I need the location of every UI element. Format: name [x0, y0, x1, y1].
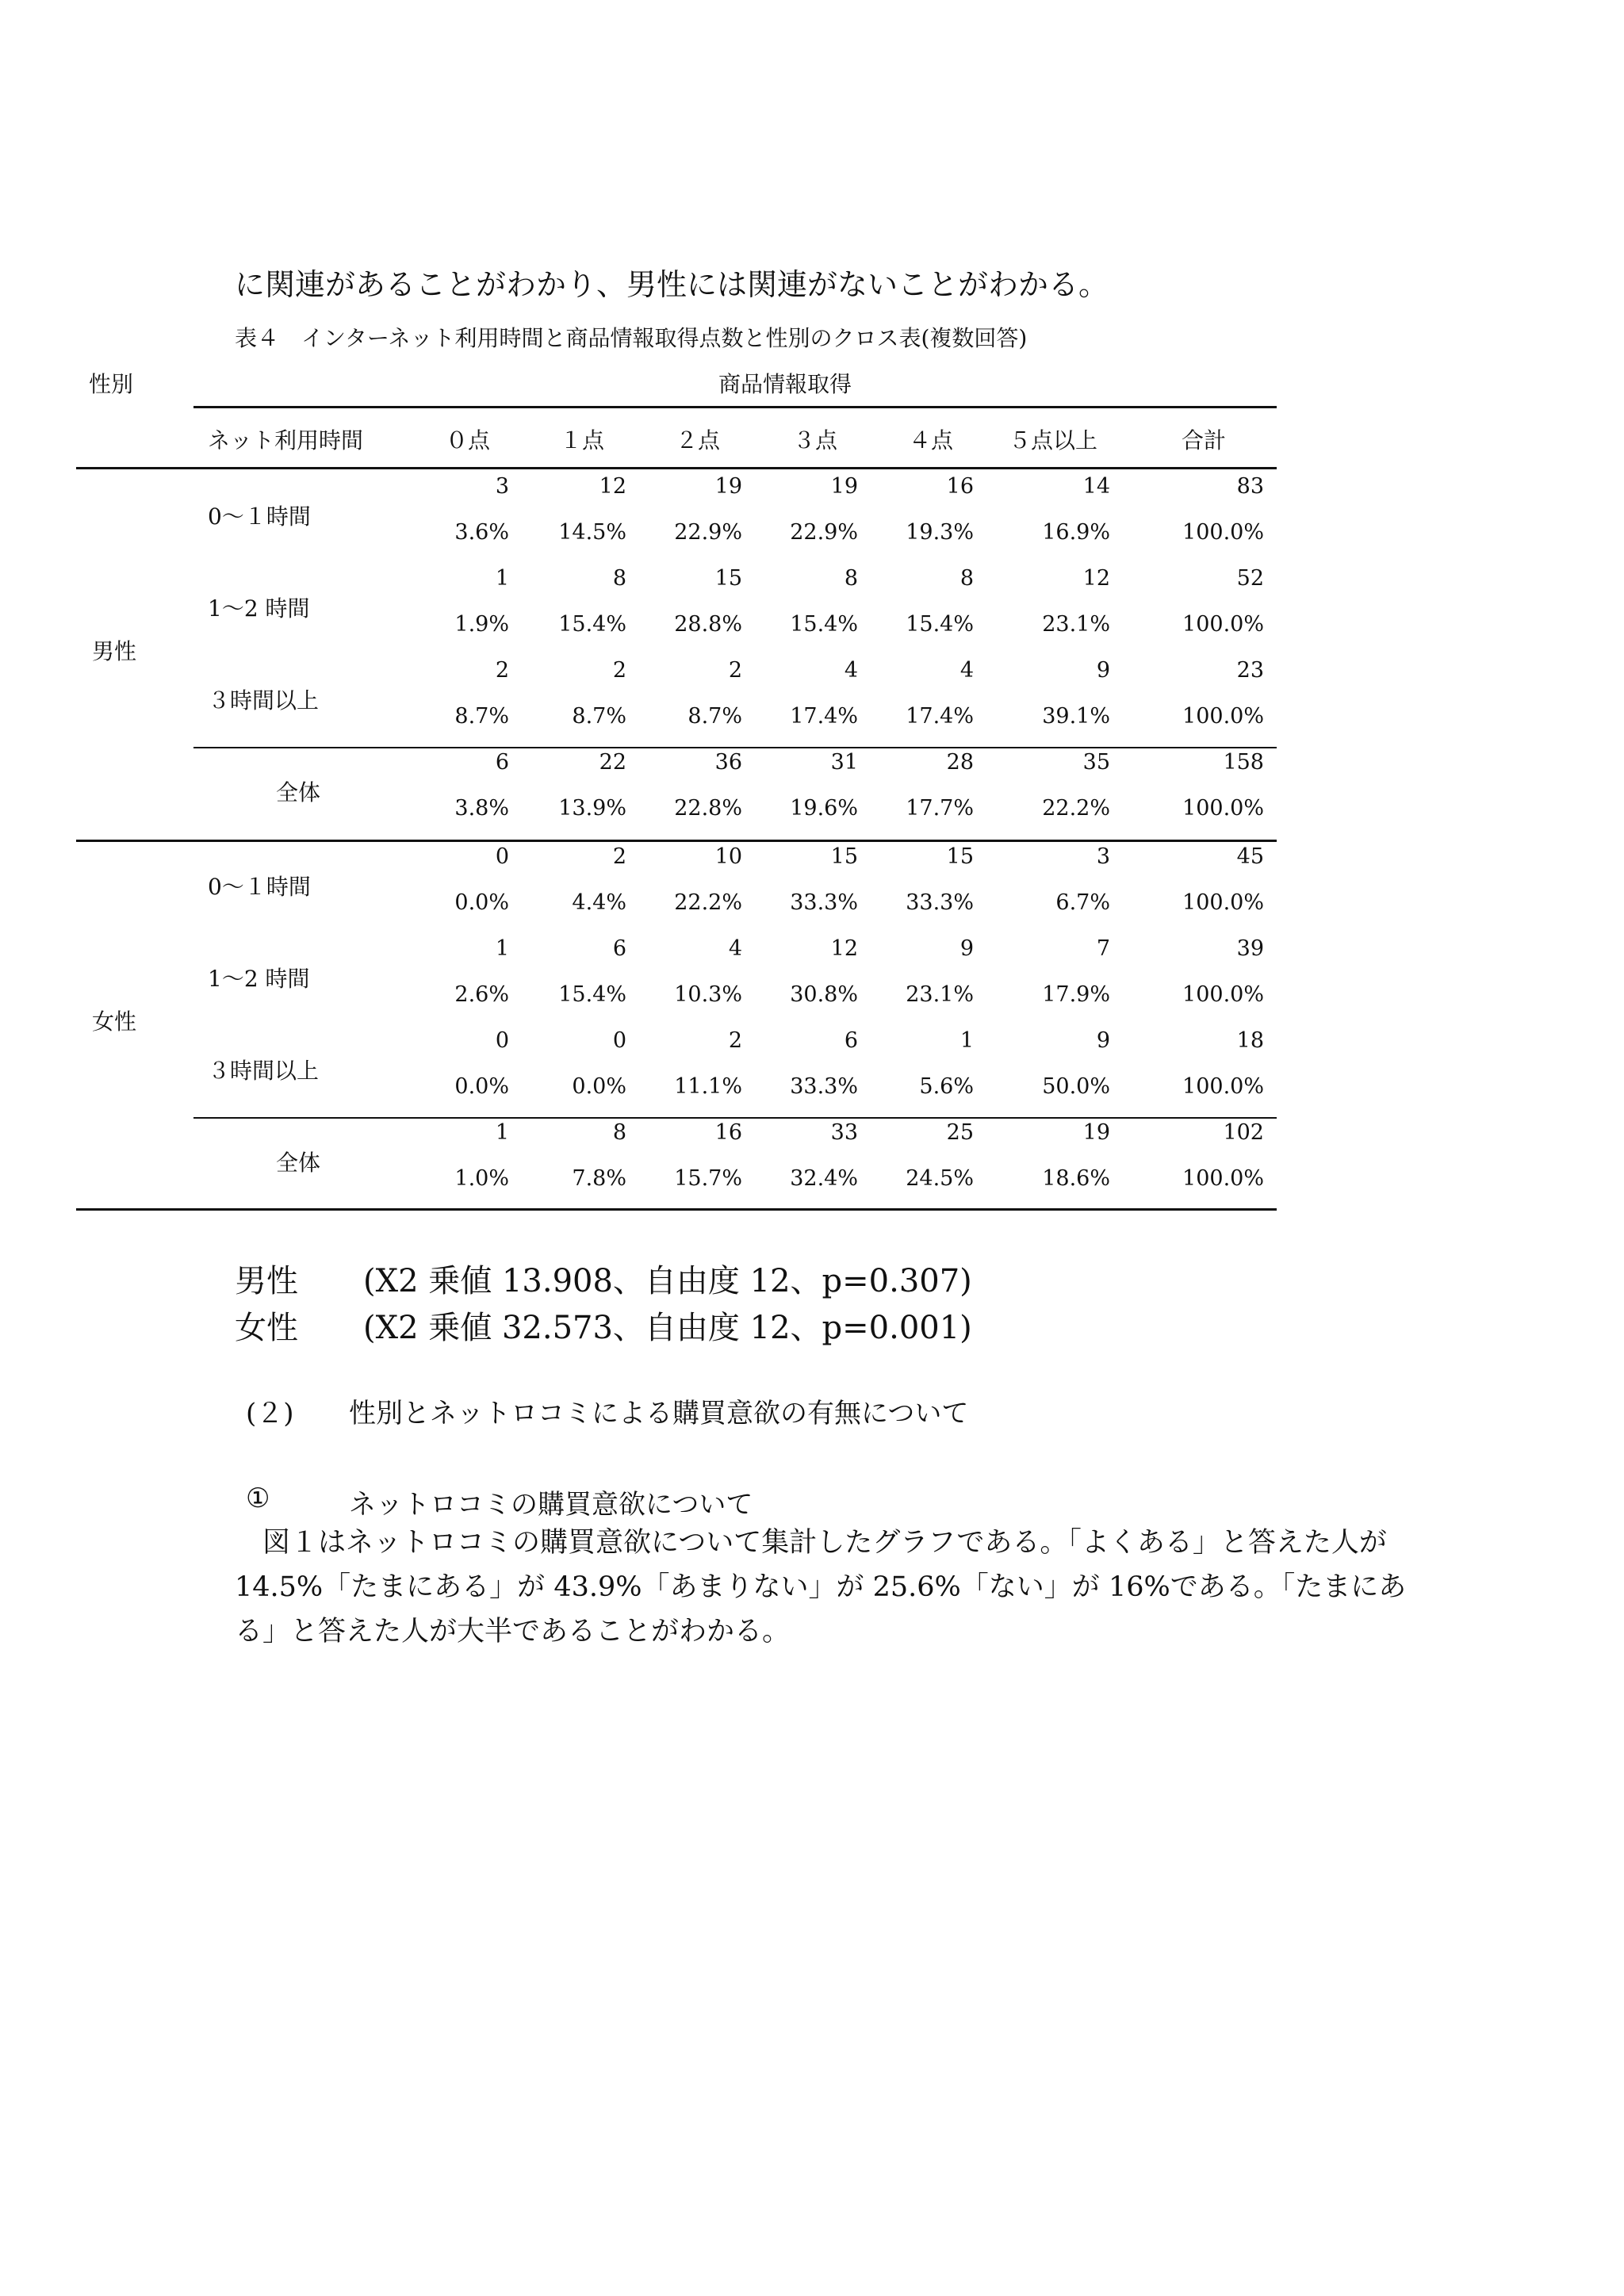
percent-cell: 0.0%: [454, 1074, 509, 1099]
percent-cell: 100.0%: [1182, 1074, 1264, 1099]
sex-column-header: 性別: [89, 371, 134, 397]
count-cell: 52: [1236, 566, 1264, 591]
table-rule-male-total: [193, 747, 1277, 748]
percent-cell: 8.7%: [688, 704, 742, 729]
sex-group-label: 女性: [92, 1008, 137, 1035]
percent-cell: 15.4%: [558, 612, 626, 637]
count-cell: 12: [1082, 566, 1110, 591]
count-cell: 6: [844, 1028, 858, 1053]
count-cell: 2: [728, 1028, 742, 1053]
table-rule-female-total: [193, 1117, 1277, 1119]
count-cell: 83: [1236, 474, 1264, 499]
count-cell: 9: [1096, 1028, 1110, 1053]
count-cell: 6: [495, 750, 509, 775]
percent-cell: 30.8%: [790, 982, 858, 1007]
count-cell: 3: [1096, 844, 1110, 869]
group-total-label: 全体: [276, 779, 321, 806]
row-label: 1〜2 時間: [208, 966, 310, 992]
row-label: 0〜１時間: [208, 503, 311, 530]
percent-cell: 100.0%: [1182, 982, 1264, 1007]
percent-cell: 17.9%: [1042, 982, 1110, 1007]
col-header-4: ４点: [909, 427, 954, 453]
percent-cell: 0.0%: [454, 890, 509, 915]
subsection-number: ①: [246, 1483, 270, 1514]
percent-cell: 17.4%: [790, 704, 858, 729]
count-cell: 31: [830, 750, 858, 775]
section-2-title: 性別とネットロコミによる購買意欲の有無について: [349, 1398, 969, 1429]
count-cell: 19: [714, 474, 742, 499]
count-cell: 8: [844, 566, 858, 591]
count-cell: 2: [612, 658, 626, 683]
percent-cell: 50.0%: [1042, 1074, 1110, 1099]
count-cell: 4: [844, 658, 858, 683]
count-cell: 15: [714, 566, 742, 591]
percent-cell: 7.8%: [572, 1166, 626, 1191]
count-cell: 16: [946, 474, 974, 499]
count-cell: 7: [1096, 936, 1110, 961]
count-cell: 19: [830, 474, 858, 499]
table-rule-under-header: [76, 467, 1277, 469]
stats-male-text: (X2 乗値 13.908、自由度 12、p=0.307): [363, 1263, 972, 1299]
percent-cell: 22.2%: [674, 890, 742, 915]
percent-cell: 13.9%: [558, 796, 626, 821]
count-cell: 3: [495, 474, 509, 499]
percent-cell: 3.8%: [454, 796, 509, 821]
count-cell: 9: [959, 936, 974, 961]
percent-cell: 19.3%: [906, 520, 974, 545]
count-cell: 0: [495, 844, 509, 869]
count-cell: 22: [599, 750, 626, 775]
sex-group-label: 男性: [92, 638, 137, 664]
count-cell: 0: [612, 1028, 626, 1053]
count-cell: 102: [1223, 1120, 1264, 1145]
count-cell: 35: [1082, 750, 1110, 775]
percent-cell: 15.4%: [906, 612, 974, 637]
col-header-3: ３点: [793, 427, 838, 453]
count-cell: 45: [1236, 844, 1264, 869]
count-cell: 28: [946, 750, 974, 775]
count-cell: 1: [495, 936, 509, 961]
percent-cell: 2.6%: [454, 982, 509, 1007]
count-cell: 4: [959, 658, 974, 683]
percent-cell: 10.3%: [674, 982, 742, 1007]
body-paragraph: 図１はネットロコミの購買意欲について集計したグラフである。「よくある」と答えた人が 14.5%「たまにある」が 43.9%「あまりない」が 25.6%「ない」が 16%である。「たまにある」と答えた人が大半であることがわかる。: [235, 1527, 1407, 1647]
count-cell: 1: [959, 1028, 974, 1053]
percent-cell: 22.9%: [674, 520, 742, 545]
percent-cell: 24.5%: [906, 1166, 974, 1191]
percent-cell: 8.7%: [454, 704, 509, 729]
percent-cell: 17.4%: [906, 704, 974, 729]
percent-cell: 22.8%: [674, 796, 742, 821]
percent-cell: 1.0%: [454, 1166, 509, 1191]
col-header-1: １点: [560, 427, 605, 453]
row-label: 1〜2 時間: [208, 595, 310, 622]
percent-cell: 5.6%: [919, 1074, 974, 1099]
lead-sentence: に関連があることがわかり、男性には関連がないことがわかる。: [235, 267, 1109, 302]
percent-cell: 8.7%: [572, 704, 626, 729]
count-cell: 8: [612, 566, 626, 591]
percent-cell: 23.1%: [1042, 612, 1110, 637]
count-cell: 158: [1223, 750, 1264, 775]
count-cell: 25: [946, 1120, 974, 1145]
row-label: 0〜１時間: [208, 874, 311, 900]
table-rule-bottom: [76, 1208, 1277, 1211]
count-cell: 15: [830, 844, 858, 869]
count-cell: 1: [495, 566, 509, 591]
col-header-net-time: ネット利用時間: [208, 427, 364, 453]
percent-cell: 11.1%: [674, 1074, 742, 1099]
percent-cell: 33.3%: [906, 890, 974, 915]
count-cell: 16: [714, 1120, 742, 1145]
percent-cell: 100.0%: [1182, 704, 1264, 729]
col-header-0: ０点: [446, 427, 491, 453]
table-caption: 表４ インターネット利用時間と商品情報取得点数と性別のクロス表(複数回答): [235, 325, 1028, 351]
percent-cell: 17.7%: [906, 796, 974, 821]
percent-cell: 28.8%: [674, 612, 742, 637]
count-cell: 2: [728, 658, 742, 683]
count-cell: 15: [946, 844, 974, 869]
percent-cell: 15.7%: [674, 1166, 742, 1191]
percent-cell: 4.4%: [572, 890, 626, 915]
row-label: ３時間以上: [208, 1058, 320, 1084]
count-cell: 36: [714, 750, 742, 775]
col-header-total: 合計: [1182, 427, 1227, 453]
group-column-header: 商品情報取得: [718, 371, 852, 397]
count-cell: 23: [1236, 658, 1264, 683]
percent-cell: 100.0%: [1182, 890, 1264, 915]
count-cell: 4: [728, 936, 742, 961]
group-total-label: 全体: [276, 1150, 321, 1176]
count-cell: 18: [1236, 1028, 1264, 1053]
count-cell: 6: [612, 936, 626, 961]
table-rule-under-group-header: [193, 406, 1277, 408]
count-cell: 1: [495, 1120, 509, 1145]
percent-cell: 1.9%: [454, 612, 509, 637]
percent-cell: 100.0%: [1182, 520, 1264, 545]
percent-cell: 100.0%: [1182, 612, 1264, 637]
percent-cell: 33.3%: [790, 890, 858, 915]
percent-cell: 16.9%: [1042, 520, 1110, 545]
count-cell: 14: [1082, 474, 1110, 499]
count-cell: 12: [599, 474, 626, 499]
count-cell: 8: [612, 1120, 626, 1145]
count-cell: 33: [830, 1120, 858, 1145]
percent-cell: 23.1%: [906, 982, 974, 1007]
percent-cell: 14.5%: [558, 520, 626, 545]
percent-cell: 15.4%: [558, 982, 626, 1007]
percent-cell: 19.6%: [790, 796, 858, 821]
section-2-number: (２): [246, 1398, 294, 1429]
stats-male-sex: 男性: [235, 1263, 298, 1299]
percent-cell: 15.4%: [790, 612, 858, 637]
count-cell: 8: [959, 566, 974, 591]
count-cell: 2: [612, 844, 626, 869]
percent-cell: 100.0%: [1182, 1166, 1264, 1191]
stats-female-text: (X2 乗値 32.573、自由度 12、p=0.001): [363, 1310, 972, 1346]
percent-cell: 22.2%: [1042, 796, 1110, 821]
row-label: ３時間以上: [208, 687, 320, 714]
count-cell: 12: [830, 936, 858, 961]
count-cell: 9: [1096, 658, 1110, 683]
stats-female-sex: 女性: [235, 1310, 298, 1346]
percent-cell: 100.0%: [1182, 796, 1264, 821]
table-rule-between-groups: [76, 840, 1277, 842]
percent-cell: 0.0%: [572, 1074, 626, 1099]
percent-cell: 39.1%: [1042, 704, 1110, 729]
percent-cell: 3.6%: [454, 520, 509, 545]
subsection-title: ネットロコミの購買意欲について: [349, 1489, 753, 1521]
count-cell: 0: [495, 1028, 509, 1053]
percent-cell: 33.3%: [790, 1074, 858, 1099]
count-cell: 39: [1236, 936, 1264, 961]
percent-cell: 18.6%: [1042, 1166, 1110, 1191]
percent-cell: 6.7%: [1055, 890, 1110, 915]
percent-cell: 32.4%: [790, 1166, 858, 1191]
col-header-5plus: ５点以上: [1009, 427, 1098, 453]
count-cell: 2: [495, 658, 509, 683]
count-cell: 10: [714, 844, 742, 869]
percent-cell: 22.9%: [790, 520, 858, 545]
count-cell: 19: [1082, 1120, 1110, 1145]
col-header-2: ２点: [676, 427, 721, 453]
